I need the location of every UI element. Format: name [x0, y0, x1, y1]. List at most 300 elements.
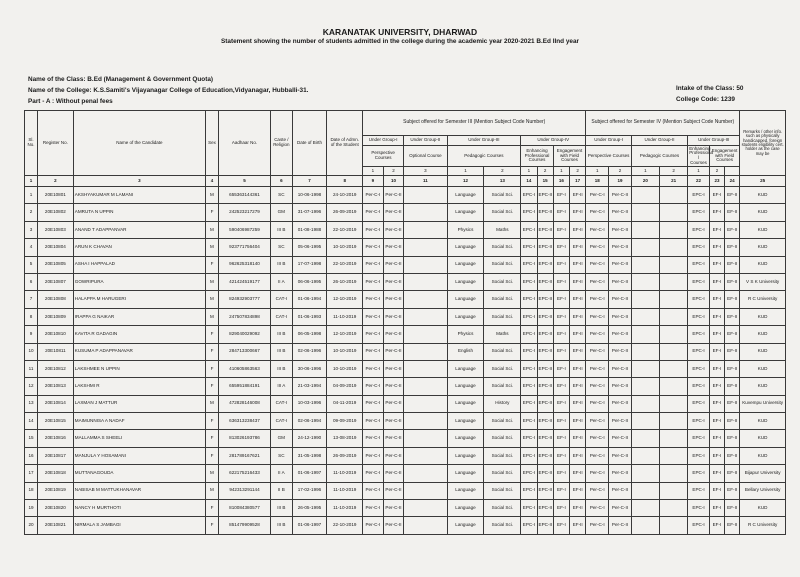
table-cell: M — [205, 308, 218, 325]
table-cell: III B — [270, 326, 292, 343]
table-cell: Per-C-II — [383, 447, 404, 464]
table-cell: 13-08-2019 — [327, 430, 363, 447]
table-cell: EF-I — [709, 273, 724, 290]
table-cell: M — [205, 273, 218, 290]
table-cell: EPC-I — [688, 500, 710, 517]
table-cell: Kuvempu University — [740, 395, 786, 412]
table-cell: Social Sci. — [484, 413, 521, 430]
table-cell: 24-10-2019 — [327, 187, 363, 204]
subcol-number: 2 — [660, 167, 688, 176]
table-cell: 10-10-2019 — [327, 360, 363, 377]
table-cell: 02-06-1994 — [292, 413, 327, 430]
table-cell: 20E10804 — [38, 239, 74, 256]
table-cell: Per-C-II — [609, 500, 632, 517]
col-aadhaar: Aadhaar No. — [218, 111, 270, 176]
table-cell — [660, 360, 688, 377]
table-cell: F — [205, 360, 218, 377]
table-cell: EF-I — [553, 239, 569, 256]
table-cell: Language — [447, 430, 484, 447]
table-cell: Per-C-II — [383, 326, 404, 343]
table-cell: EPC-II — [537, 378, 553, 395]
table-cell: EF-II — [570, 273, 586, 290]
table-cell: 15 — [25, 430, 38, 447]
table-cell: LAXMAN J MATTUR — [73, 395, 205, 412]
table-cell — [660, 343, 688, 360]
table-cell: 20 — [25, 517, 38, 534]
table-cell: Social Sci. — [484, 204, 521, 221]
table-cell: Maths — [484, 221, 521, 238]
table-cell: 636313238437 — [218, 413, 270, 430]
table-cell: 20E10821 — [38, 517, 74, 534]
table-cell: EF-II — [570, 447, 586, 464]
table-cell: 3 — [25, 221, 38, 238]
table-cell: EF-I — [553, 308, 569, 325]
table-cell: 10-10-2019 — [327, 239, 363, 256]
table-cell — [631, 360, 659, 377]
table-cell: Physics — [447, 221, 484, 238]
column-number: 19 — [609, 176, 632, 187]
table-cell: EF-II — [570, 256, 586, 273]
column-number: 22 — [688, 176, 710, 187]
table-cell — [404, 326, 447, 343]
table-cell: 20E10819 — [38, 482, 74, 499]
col-dob: Date of Birth — [292, 111, 327, 176]
table-cell: EPC-I — [688, 239, 710, 256]
table-row — [25, 221, 786, 238]
column-number: 3 — [73, 176, 205, 187]
column-number: 4 — [205, 176, 218, 187]
table-cell: EPC-I — [688, 187, 710, 204]
table-cell: LAKSHMI R — [73, 378, 205, 395]
table-cell: EPC-I — [521, 500, 537, 517]
table-cell: EF-II — [570, 430, 586, 447]
table-cell: EPC-II — [537, 430, 553, 447]
table-cell: 14 — [25, 413, 38, 430]
table-cell: EPC-I — [521, 256, 537, 273]
table-cell: EF-II — [570, 187, 586, 204]
table-cell — [631, 378, 659, 395]
table-cell: KUD — [740, 447, 786, 464]
sem4-group1: Under Group-I — [586, 136, 632, 146]
table-cell — [631, 413, 659, 430]
sem3-group1: Under Group-I — [363, 136, 404, 146]
table-cell: 923771756404 — [218, 239, 270, 256]
table-cell: EF-II — [570, 360, 586, 377]
table-cell: EPC-I — [521, 273, 537, 290]
table-cell: Per-C-II — [383, 500, 404, 517]
table-cell: EPC-II — [537, 273, 553, 290]
subcol-number: 1 — [363, 167, 384, 176]
table-cell — [404, 360, 447, 377]
table-cell — [660, 465, 688, 482]
table-cell: CAT-I — [270, 413, 292, 430]
table-cell: NABISAB M MATTUKHANAVAR — [73, 482, 205, 499]
table-row — [25, 239, 786, 256]
table-cell: EPC-II — [537, 482, 553, 499]
table-cell: III B — [270, 517, 292, 534]
table-cell: EF-I — [553, 447, 569, 464]
table-cell — [631, 465, 659, 482]
table-cell: 20E10810 — [38, 326, 74, 343]
table-cell: Per-C-I — [363, 447, 384, 464]
table-cell: M — [205, 221, 218, 238]
table-cell: 26-09-2019 — [327, 204, 363, 221]
table-cell: 18 — [25, 482, 38, 499]
table-cell: 31-07-1996 — [292, 204, 327, 221]
table-cell: Per-C-I — [586, 465, 609, 482]
table-cell: EPC-II — [537, 221, 553, 238]
sem3-engagement: Engagement with Field Courses — [553, 146, 586, 167]
table-cell: EPC-II — [537, 187, 553, 204]
table-cell — [404, 500, 447, 517]
table-cell: EF-I — [709, 500, 724, 517]
col-sem4: Subject offered for Semester IV (Mention Subject Code Number) — [586, 111, 740, 136]
class-name: Name of the Class: B.Ed (Management & Government Quota) — [28, 76, 214, 83]
subcol-number: 3 — [404, 167, 447, 176]
table-cell: EF-I — [709, 308, 724, 325]
table-cell: EPC-I — [688, 378, 710, 395]
table-cell: Per-C-I — [586, 239, 609, 256]
table-cell: SC — [270, 187, 292, 204]
table-cell: IRAPPA G NAIKAR — [73, 308, 205, 325]
subcol-number: 1 — [688, 167, 710, 176]
column-number: 18 — [586, 176, 609, 187]
table-cell: 01-06-1997 — [292, 465, 327, 482]
column-number: 23 — [709, 176, 724, 187]
subcol-number: 1 — [521, 167, 537, 176]
table-cell: MAIMUNNISA A NADAF — [73, 413, 205, 430]
table-cell: Per-C-I — [363, 326, 384, 343]
subcol-number: 1 — [631, 167, 659, 176]
table-cell: 813026193786 — [218, 430, 270, 447]
table-cell: EPC-I — [521, 430, 537, 447]
table-cell: EF-II — [570, 239, 586, 256]
table-cell: 6 — [25, 273, 38, 290]
table-cell: EF-II — [725, 500, 740, 517]
table-cell: 20E10811 — [38, 343, 74, 360]
table-cell: EF-I — [553, 500, 569, 517]
table-cell: Language — [447, 413, 484, 430]
table-cell: EF-I — [709, 378, 724, 395]
table-cell: KUD — [740, 413, 786, 430]
table-cell: 01-06-1993 — [292, 308, 327, 325]
table-cell: Social Sci. — [484, 517, 521, 534]
column-number: 12 — [447, 176, 484, 187]
table-cell: 242523217279 — [218, 204, 270, 221]
table-cell: 11 — [25, 360, 38, 377]
table-cell: M — [205, 187, 218, 204]
table-cell: Per-C-I — [586, 308, 609, 325]
table-cell: Language — [447, 256, 484, 273]
table-cell: MALLAMMA S SHEELI — [73, 430, 205, 447]
table-cell — [631, 482, 659, 499]
table-row — [25, 273, 786, 290]
table-cell: EF-II — [725, 326, 740, 343]
table-cell: Language — [447, 378, 484, 395]
table-cell: EF-II — [570, 413, 586, 430]
table-cell: F — [205, 447, 218, 464]
table-cell: EPC-II — [537, 395, 553, 412]
table-cell: EF-II — [570, 221, 586, 238]
table-cell: 10-10-2019 — [327, 343, 363, 360]
table-cell: 22-10-2019 — [327, 517, 363, 534]
table-cell: ARUN K CHAVAN — [73, 239, 205, 256]
table-cell — [404, 395, 447, 412]
table-cell — [660, 517, 688, 534]
sem3-optional: Optional Course — [404, 146, 447, 167]
table-cell: KUD — [740, 308, 786, 325]
table-row — [25, 343, 786, 360]
table-cell: Per-C-II — [383, 395, 404, 412]
table-cell: Per-C-II — [383, 256, 404, 273]
table-cell: 622175216433 — [218, 465, 270, 482]
column-number: 10 — [383, 176, 404, 187]
table-cell: 20E10803 — [38, 221, 74, 238]
table-cell: EPC-I — [521, 447, 537, 464]
table-cell: II A — [270, 465, 292, 482]
table-cell: Social Sci. — [484, 239, 521, 256]
table-row — [25, 465, 786, 482]
table-cell: EPC-I — [521, 413, 537, 430]
table-cell: Language — [447, 465, 484, 482]
table-cell: Per-C-I — [363, 273, 384, 290]
table-cell: EF-I — [709, 343, 724, 360]
table-cell: EPC-I — [688, 465, 710, 482]
column-number: 7 — [292, 176, 327, 187]
table-cell — [631, 291, 659, 308]
table-cell: AKSHYAKUMAR M LAMANI — [73, 187, 205, 204]
table-cell: EPC-II — [537, 360, 553, 377]
table-cell: EPC-I — [688, 360, 710, 377]
table-cell: Per-C-I — [363, 395, 384, 412]
table-cell: CAT-I — [270, 291, 292, 308]
table-cell: Social Sci. — [484, 273, 521, 290]
table-cell: EPC-I — [521, 239, 537, 256]
table-cell: Social Sci. — [484, 447, 521, 464]
table-cell — [660, 239, 688, 256]
table-cell: Per-C-II — [383, 482, 404, 499]
table-cell: Per-C-I — [586, 343, 609, 360]
table-cell — [404, 413, 447, 430]
table-cell: Per-C-I — [586, 413, 609, 430]
table-cell: 24-12-1990 — [292, 430, 327, 447]
table-cell: Per-C-II — [609, 326, 632, 343]
subcol-number: 1 — [447, 167, 484, 176]
table-cell: 12-10-2019 — [327, 291, 363, 308]
column-number: 1 — [25, 176, 38, 187]
subcol-number: 1 — [553, 167, 569, 176]
table-cell: EF-II — [570, 482, 586, 499]
table-cell: EF-II — [725, 482, 740, 499]
table-cell: 20E10817 — [38, 447, 74, 464]
table-cell: Per-C-I — [363, 256, 384, 273]
table-cell: 09-09-2019 — [327, 413, 363, 430]
sem3-group3: Under Group-III — [447, 136, 521, 146]
table-cell: Per-C-II — [383, 273, 404, 290]
table-cell: Per-C-II — [609, 308, 632, 325]
college-code: College Code: 1239 — [676, 96, 735, 103]
table-cell: M — [205, 291, 218, 308]
table-cell: EF-I — [709, 482, 724, 499]
sem4-group2: Under Group-II — [631, 136, 687, 146]
table-cell: Per-C-II — [609, 413, 632, 430]
table-cell — [404, 239, 447, 256]
table-cell — [404, 482, 447, 499]
table-cell: EF-I — [709, 517, 724, 534]
table-cell: Social Sci. — [484, 360, 521, 377]
table-cell: EF-II — [725, 221, 740, 238]
table-cell: Social Sci. — [484, 343, 521, 360]
table-cell: EPC-II — [537, 308, 553, 325]
table-cell: 20E10818 — [38, 465, 74, 482]
table-cell: EF-I — [709, 465, 724, 482]
column-number: 14 — [521, 176, 537, 187]
table-cell: EF-I — [553, 360, 569, 377]
table-cell: 06-05-1998 — [292, 326, 327, 343]
table-cell: CAT-I — [270, 308, 292, 325]
table-cell — [660, 204, 688, 221]
table-cell — [404, 465, 447, 482]
table-cell: Per-C-II — [609, 256, 632, 273]
table-cell — [660, 413, 688, 430]
table-cell: Per-C-I — [363, 187, 384, 204]
table-row — [25, 413, 786, 430]
table-cell: Per-C-I — [586, 482, 609, 499]
table-cell — [404, 447, 447, 464]
table-cell: M — [205, 395, 218, 412]
table-cell: GM — [270, 430, 292, 447]
table-cell: EPC-I — [521, 343, 537, 360]
table-cell: Social Sci. — [484, 187, 521, 204]
table-cell: F — [205, 413, 218, 430]
table-cell: KUD — [740, 239, 786, 256]
table-cell: Per-C-I — [586, 273, 609, 290]
table-cell: EPC-II — [537, 204, 553, 221]
table-cell — [660, 378, 688, 395]
table-cell: EPC-I — [521, 395, 537, 412]
table-cell: EF-I — [553, 430, 569, 447]
table-cell: 824932903777 — [218, 291, 270, 308]
table-cell: 20E10820 — [38, 500, 74, 517]
table-cell: M — [205, 465, 218, 482]
table-cell: 11-10-2019 — [327, 482, 363, 499]
table-cell — [404, 308, 447, 325]
table-cell: Per-C-II — [383, 430, 404, 447]
table-cell: NANCY H MURTHOTI — [73, 500, 205, 517]
sem3-perspective: Perspective Courses — [363, 146, 404, 167]
table-cell: Per-C-II — [609, 360, 632, 377]
table-cell — [660, 273, 688, 290]
table-cell: KUD — [740, 204, 786, 221]
table-cell: 10-06-1998 — [292, 187, 327, 204]
table-cell: KAVITA R GADAGIN — [73, 326, 205, 343]
table-cell: EPC-I — [521, 308, 537, 325]
table-cell: Per-C-II — [609, 291, 632, 308]
table-cell: III B — [270, 360, 292, 377]
table-cell: EF-II — [725, 517, 740, 534]
table-row — [25, 291, 786, 308]
table-cell: EF-II — [725, 343, 740, 360]
table-cell: F — [205, 500, 218, 517]
col-admission: Date of Admn. of the Student — [327, 111, 363, 176]
table-cell: 12 — [25, 378, 38, 395]
table-cell: EPC-I — [688, 430, 710, 447]
table-cell: Physics — [447, 326, 484, 343]
table-cell — [631, 204, 659, 221]
table-cell: EF-I — [553, 204, 569, 221]
table-cell — [631, 239, 659, 256]
table-cell: NIRMALA S JAMBAGI — [73, 517, 205, 534]
table-cell: III A — [270, 378, 292, 395]
table-cell: Per-C-I — [363, 221, 384, 238]
table-cell: 17-07-1998 — [292, 256, 327, 273]
table-cell: KUD — [740, 360, 786, 377]
table-cell: Language — [447, 517, 484, 534]
table-cell: EPC-I — [688, 326, 710, 343]
column-number: 8 — [327, 176, 363, 187]
table-cell: 11-10-2019 — [327, 308, 363, 325]
table-cell: Per-C-II — [609, 187, 632, 204]
table-cell — [631, 256, 659, 273]
table-cell: EF-I — [709, 239, 724, 256]
table-cell: Per-C-I — [363, 360, 384, 377]
table-cell: EPC-I — [521, 291, 537, 308]
table-cell: Per-C-II — [609, 465, 632, 482]
table-row — [25, 378, 786, 395]
college-name: Name of the College: K.S.Samiti's Vijayanagar College of Education,Vidyanagar, Hubballi-31. — [28, 87, 309, 94]
table-cell: EF-II — [570, 500, 586, 517]
table-cell — [660, 447, 688, 464]
table-cell: M — [205, 482, 218, 499]
table-cell — [404, 256, 447, 273]
table-cell: 21-03-1994 — [292, 378, 327, 395]
table-cell: Per-C-II — [609, 395, 632, 412]
table-cell: EPC-II — [537, 465, 553, 482]
table-cell: EF-II — [725, 447, 740, 464]
table-cell: 851479909528 — [218, 517, 270, 534]
table-cell: III B — [270, 256, 292, 273]
table-cell: KUSUMA P ADAPPANAVAR — [73, 343, 205, 360]
table-cell: Per-C-I — [363, 343, 384, 360]
table-cell: 26-10-2019 — [327, 273, 363, 290]
students-table — [24, 110, 786, 535]
table-cell: MANJULA Y HOSAMANI — [73, 447, 205, 464]
table-cell: Per-C-II — [609, 343, 632, 360]
table-cell: Social Sci. — [484, 308, 521, 325]
table-cell — [631, 187, 659, 204]
table-cell: 17-02-1996 — [292, 482, 327, 499]
table-cell: Social Sci. — [484, 465, 521, 482]
table-cell: Per-C-I — [363, 430, 384, 447]
col-sl: Sl. No. — [25, 111, 38, 176]
column-number: 13 — [484, 176, 521, 187]
table-cell: 472828146008 — [218, 395, 270, 412]
table-cell: EPC-I — [521, 517, 537, 534]
table-cell: EF-II — [725, 360, 740, 377]
table-cell: KUD — [740, 256, 786, 273]
table-cell: EF-I — [709, 413, 724, 430]
table-cell: F — [205, 326, 218, 343]
table-cell: EF-I — [709, 204, 724, 221]
table-cell: AMRUTA N UPPIN — [73, 204, 205, 221]
table-cell: History — [484, 395, 521, 412]
table-cell: 5 — [25, 256, 38, 273]
table-cell: Bijapur University — [740, 465, 786, 482]
table-cell: Per-C-I — [363, 465, 384, 482]
table-cell: Per-C-I — [363, 239, 384, 256]
table-cell: 942313291144 — [218, 482, 270, 499]
table-cell: III B — [270, 343, 292, 360]
